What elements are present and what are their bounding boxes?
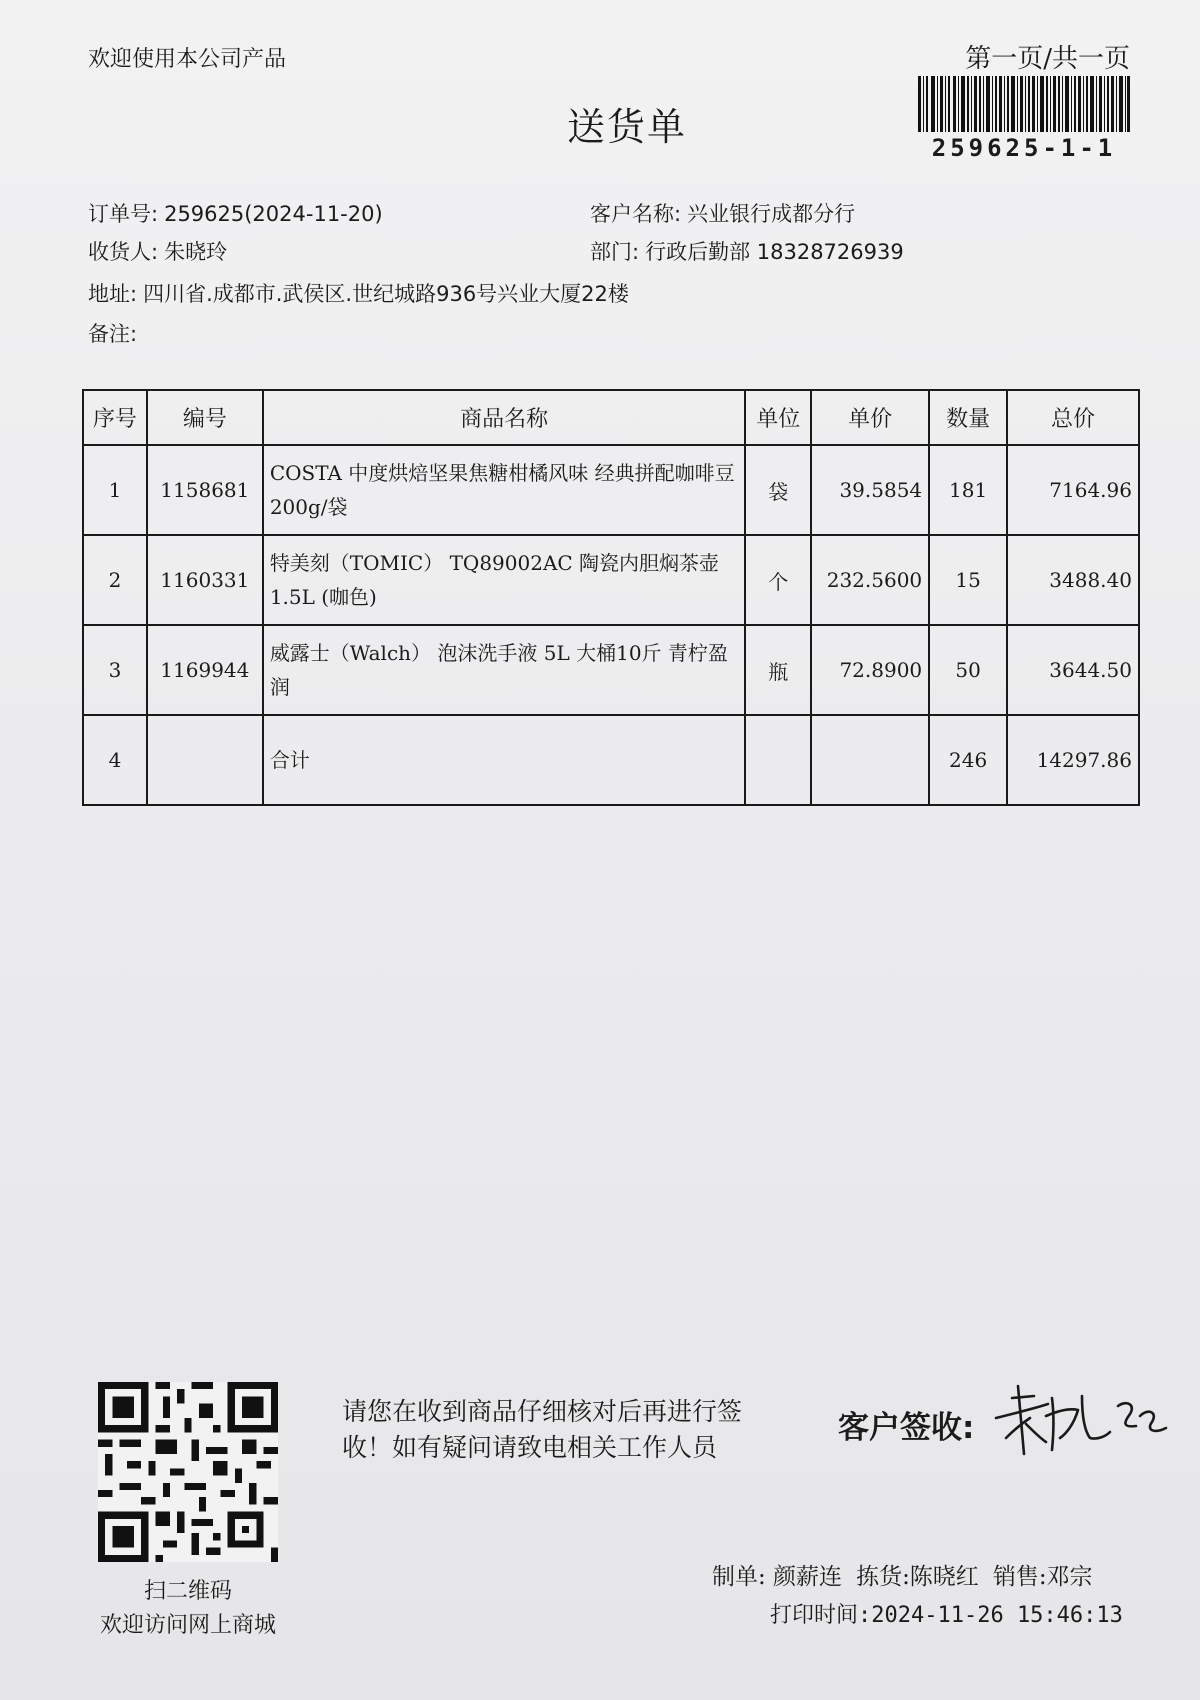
remark-label: 备注:	[88, 322, 138, 346]
header-seq: 序号	[83, 390, 147, 445]
cell-seq: 4	[83, 715, 147, 805]
cell-qty: 50	[929, 625, 1007, 715]
receiver-value: 朱晓玲	[164, 240, 228, 264]
cell-price: 39.5854	[811, 445, 929, 535]
cell-total: 7164.96	[1007, 445, 1139, 535]
table-row	[83, 535, 1139, 625]
qr-caption-scan: 扫二维码	[143, 1579, 232, 1604]
cell-seq: 2	[83, 535, 147, 625]
header-name: 商品名称	[263, 390, 746, 445]
welcome-text: 欢迎使用本公司产品	[88, 47, 287, 72]
receiver-label: 收货人:	[88, 240, 159, 264]
cell-price: 72.8900	[811, 625, 929, 715]
cell-code: 1160331	[147, 535, 263, 625]
staff-info	[712, 1558, 1107, 1591]
cell-price: 232.5600	[811, 535, 929, 625]
receiver-field	[88, 236, 227, 266]
items-table	[82, 389, 1140, 806]
barcode-icon	[918, 76, 1130, 132]
table-total-row	[83, 715, 1139, 805]
cell-total: 14297.86	[1007, 715, 1139, 805]
page-title: 送货单	[566, 105, 687, 149]
order-number-field	[88, 198, 383, 228]
sales-text: 销售:邓宗	[992, 1564, 1093, 1590]
table-header-row	[83, 390, 1139, 445]
qr-code-icon	[98, 1382, 278, 1562]
cell-code	[147, 715, 263, 805]
cell-total: 3644.50	[1007, 625, 1139, 715]
cell-price	[811, 715, 929, 805]
header-qty: 数量	[929, 390, 1007, 445]
cell-unit: 个	[745, 535, 811, 625]
order-number-label: 订单号:	[88, 202, 159, 226]
sign-notice: 请您在收到商品仔细核对后再进行签收！如有疑问请致电相关工作人员	[342, 1397, 743, 1462]
cell-name: COSTA 中度烘焙坚果焦糖柑橘风味 经典拼配咖啡豆200g/袋	[263, 445, 746, 535]
department-value: 行政后勤部 18328726939	[645, 240, 904, 264]
cell-name: 合计	[263, 715, 746, 805]
barcode-number: 259625-1-1	[931, 134, 1117, 162]
customer-sign-label: 客户签收:	[838, 1410, 975, 1446]
customer-field	[590, 198, 855, 228]
cell-name: 特美刻（TOMIC） TQ89002AC 陶瓷内胆焖茶壶1.5L (咖色)	[263, 535, 746, 625]
cell-code: 1158681	[147, 445, 263, 535]
cell-unit	[745, 715, 811, 805]
cell-code: 1169944	[147, 625, 263, 715]
department-label: 部门:	[590, 240, 640, 264]
header-code: 编号	[147, 390, 263, 445]
page-indicator: 第一页/共一页	[965, 44, 1130, 74]
cell-seq: 1	[83, 445, 147, 535]
maker-text: 制单: 颜薪连	[712, 1564, 843, 1590]
qr-caption-welcome: 欢迎访问网上商城	[99, 1613, 276, 1638]
table-row	[83, 625, 1139, 715]
cell-unit: 袋	[745, 445, 811, 535]
header-price: 单价	[811, 390, 929, 445]
remark-field	[88, 318, 143, 348]
cell-qty: 246	[929, 715, 1007, 805]
cell-seq: 3	[83, 625, 147, 715]
cell-unit: 瓶	[745, 625, 811, 715]
header-total: 总价	[1007, 390, 1139, 445]
order-number-value: 259625(2024-11-20)	[164, 202, 383, 226]
cell-qty: 181	[929, 445, 1007, 535]
address-value: 四川省.成都市.武侯区.世纪城路936号兴业大厦22楼	[143, 282, 629, 306]
department-field	[590, 236, 904, 266]
cell-name: 威露士（Walch） 泡沫洗手液 5L 大桶10斤 青柠盈润	[263, 625, 746, 715]
table-row	[83, 445, 1139, 535]
header-unit: 单位	[745, 390, 811, 445]
cell-total: 3488.40	[1007, 535, 1139, 625]
customer-value: 兴业银行成都分行	[687, 202, 856, 226]
address-field	[88, 278, 629, 308]
cell-qty: 15	[929, 535, 1007, 625]
print-time: 打印时间:2024-11-26 15:46:13	[770, 1603, 1123, 1628]
signature-icon	[990, 1378, 1170, 1458]
customer-label: 客户名称:	[590, 202, 682, 226]
picker-text: 拣货:陈晓红	[856, 1564, 979, 1590]
address-label: 地址:	[88, 282, 138, 306]
